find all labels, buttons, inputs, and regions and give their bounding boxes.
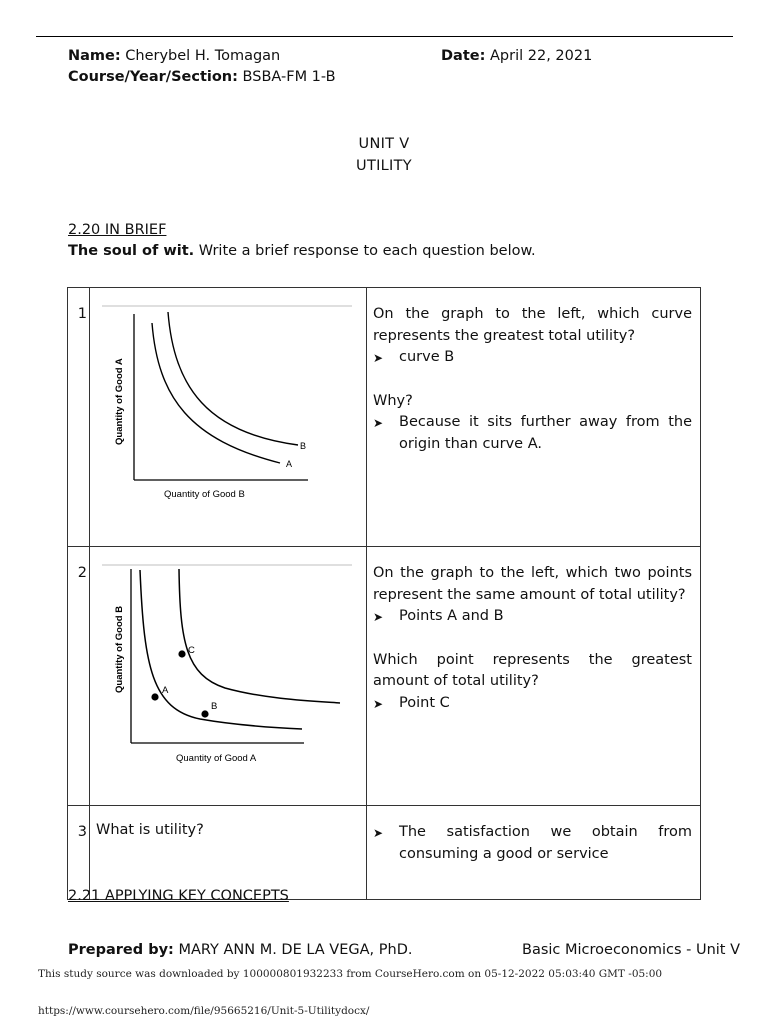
question-text: On the graph to the left, which curve represents the greatest total utility? <box>373 306 692 344</box>
date-line <box>441 45 592 67</box>
unit-subtitle: UTILITY <box>356 158 412 174</box>
indifference-points-graph <box>90 547 366 787</box>
course-line <box>68 66 336 88</box>
date-value: April 22, 2021 <box>490 48 593 64</box>
point-label-b: B <box>211 701 218 712</box>
row-number: 3 <box>68 806 90 900</box>
date-label: Date: <box>441 48 486 64</box>
table-row <box>68 806 701 900</box>
course-label: Course/Year/Section: <box>68 69 238 85</box>
answer-cell <box>367 547 701 806</box>
answer-item <box>373 822 692 865</box>
curve-b <box>168 312 298 445</box>
answer-text: The satisfaction we obtain from consuming a good or service <box>399 824 692 862</box>
x-axis-label: Quantity of Good B <box>164 489 245 500</box>
point-c <box>178 650 185 657</box>
prepared-value: MARY ANN M. DE LA VEGA, PhD. <box>178 942 413 958</box>
name-value: Cherybel H. Tomagan <box>125 48 281 64</box>
answer-cell <box>367 806 701 900</box>
graph-cell <box>90 547 367 806</box>
table-row <box>68 547 701 806</box>
row-number: 2 <box>68 547 90 806</box>
answer-cell <box>367 288 701 547</box>
download-notice: This study source was downloaded by 100000801932233 from CourseHero.com on 05-12-2022 05:03:40 GMT -05:00 <box>38 968 663 980</box>
answer-item <box>373 693 692 716</box>
answer-text: Points A and B <box>399 608 504 624</box>
arrowhead-bullet-icon: ➤ <box>373 351 384 365</box>
lower-curve <box>140 570 302 729</box>
curve-a <box>152 323 280 463</box>
curve-label-a: A <box>286 459 293 469</box>
arrowhead-bullet-icon: ➤ <box>373 696 384 711</box>
source-url-link[interactable]: https://www.coursehero.com/file/95665216/Unit-5-Utilitydocx/ <box>38 1005 370 1017</box>
indifference-curves-graph <box>90 288 366 528</box>
name-label: Name: <box>68 48 121 64</box>
question-text: Which point represents the greatest amount of total utility? <box>373 651 692 689</box>
unit-title: UNIT V <box>358 136 410 152</box>
arrowhead-bullet-icon: ➤ <box>373 416 384 430</box>
graph-cell <box>90 288 367 547</box>
answer-text: curve B <box>399 349 455 365</box>
answer-item <box>373 347 692 370</box>
course-reference: Basic Microeconomics - Unit V <box>522 942 741 958</box>
answer-text: Because it sits further away from the origin than curve A. <box>399 414 692 452</box>
section-intro <box>68 243 536 259</box>
point-b <box>201 710 208 717</box>
curve-label-b: B <box>300 441 307 451</box>
y-axis-label: Quantity of Good A <box>114 358 125 445</box>
y-axis-label: Quantity of Good B <box>114 605 125 693</box>
answer-item <box>373 606 692 629</box>
name-line <box>68 45 280 67</box>
course-value: BSBA-FM 1-B <box>242 69 336 85</box>
upper-curve <box>179 569 340 703</box>
intro-bold: The soul of wit. <box>68 243 195 259</box>
question-cell <box>90 806 367 900</box>
question-text: What is utility? <box>96 822 204 838</box>
point-label-c: C <box>188 645 195 656</box>
section-heading-in-brief: 2.20 IN BRIEF <box>68 222 167 238</box>
table-row <box>68 288 701 547</box>
intro-text: Write a brief response to each question below. <box>198 243 536 259</box>
arrowhead-bullet-icon: ➤ <box>373 610 384 624</box>
row-number: 1 <box>68 288 90 547</box>
prepared-label: Prepared by: <box>68 942 174 958</box>
arrowhead-bullet-icon: ➤ <box>373 826 384 840</box>
questions-table <box>67 287 701 900</box>
point-label-a: A <box>162 685 169 696</box>
top-rule <box>36 36 733 37</box>
x-axis-label: Quantity of Good A <box>176 753 257 764</box>
question-text: Why? <box>373 392 413 409</box>
answer-text: Point C <box>399 694 450 711</box>
question-text: On the graph to the left, which two points represent the same amount of total utility? <box>373 565 692 603</box>
point-a <box>151 693 158 700</box>
answer-item <box>373 412 692 455</box>
prepared-by-line <box>68 940 741 960</box>
section-heading-applying-key-concepts: 2.21 APPLYING KEY CONCEPTS <box>68 888 289 904</box>
